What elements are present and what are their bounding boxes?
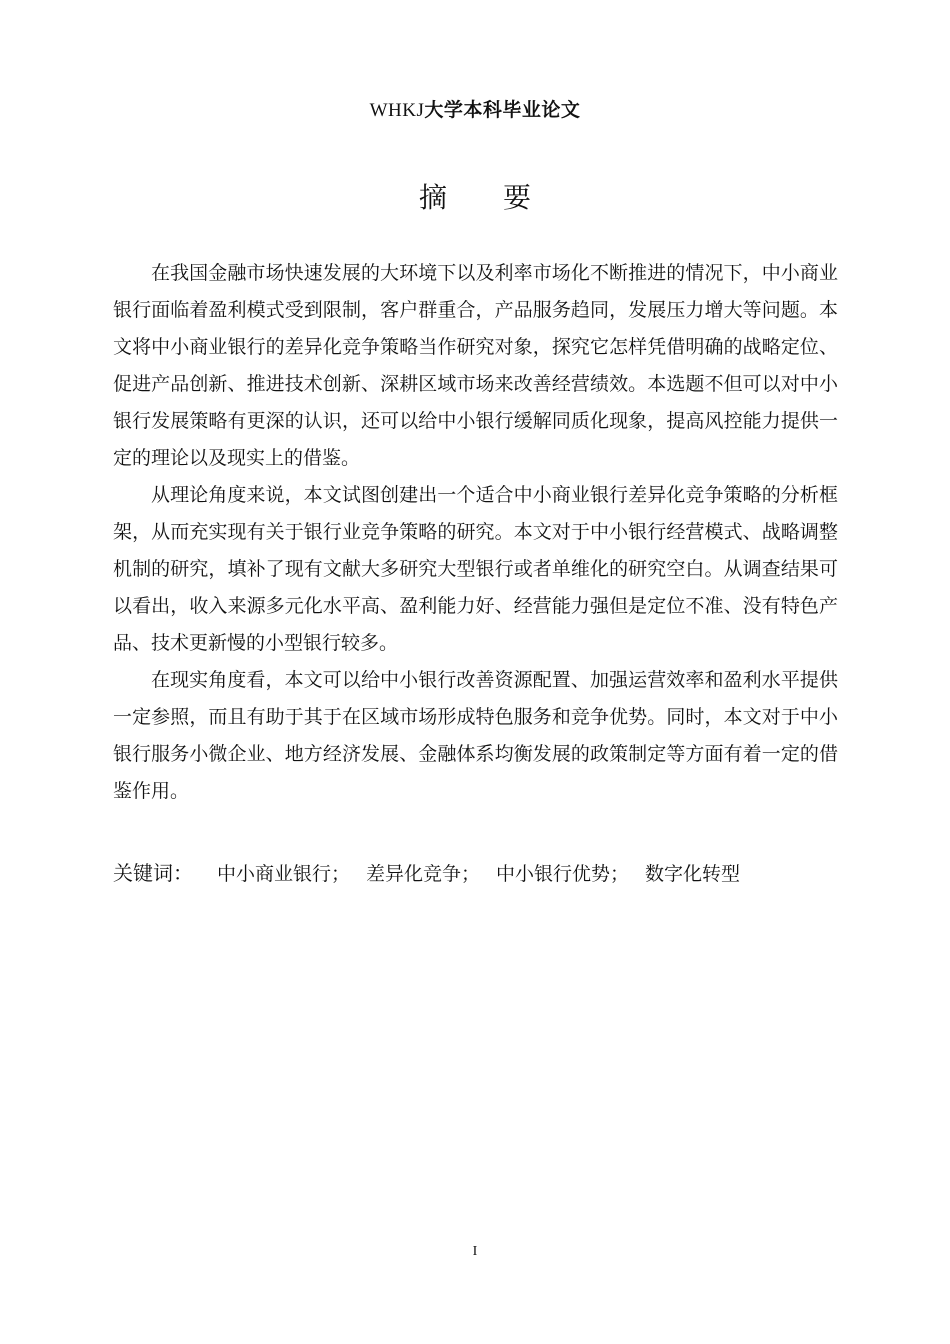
abstract-title: 摘要 [418,181,587,214]
running-header [0,96,950,125]
keywords-line [113,855,838,892]
abstract-paragraph-1: 在我国金融市场快速发展的大环境下以及利率市场化不断推进的情况下，中小商业银行面临着盈利模式受到限制，客户群重合，产品服务趋同，发展压力增大等问题。本文将中小商业银行的差异化竞争策略当作研究对象，探究它怎样凭借明确的战略定位、促进产品创新、推进技术创新、深耕区域市场来改善经营绩效。本选题不但可以对中小银行发展策略有更深的认识，还可以给中小银行缓解同质化现象，提高风控能力提供一定的理论以及现实上的借鉴。 [113,262,838,469]
abstract-paragraph-3: 在现实角度看，本文可以给中小银行改善资源配置、加强运营效率和盈利水平提供一定参照，而且有助于其于在区域市场形成特色服务和竞争优势。同时，本文对于中小银行服务小微企业、地方经济发展、金融体系均衡发展的政策制定等方面有着一定的借鉴作用。 [113,669,838,802]
keyword-item: 差异化竞争； [366,863,481,885]
header-suffix: 大学本科毕业论文 [424,99,581,121]
page-number: I [472,1244,478,1259]
abstract-paragraph-2: 从理论角度来说，本文试图创建出一个适合中小商业银行差异化竞争策略的分析框架，从而充实现有关于银行业竞争策略的研究。本文对于中小银行经营模式、战略调整机制的研究，填补了现有文献大多研究大型银行或者单维化的研究空白。从调查结果可以看出，收入来源多元化水平高、盈利能力好、经营能力强但是定位不准、没有特色产品、技术更新慢的小型银行较多。 [113,484,838,654]
keyword-item: 数字化转型 [645,863,741,885]
keyword-item: 中小商业银行； [217,863,351,885]
keyword-item: 中小银行优势； [496,863,630,885]
keywords-label: 关键词： [113,861,193,885]
abstract-body [113,255,838,810]
header-prefix: WHKJ [369,100,425,121]
